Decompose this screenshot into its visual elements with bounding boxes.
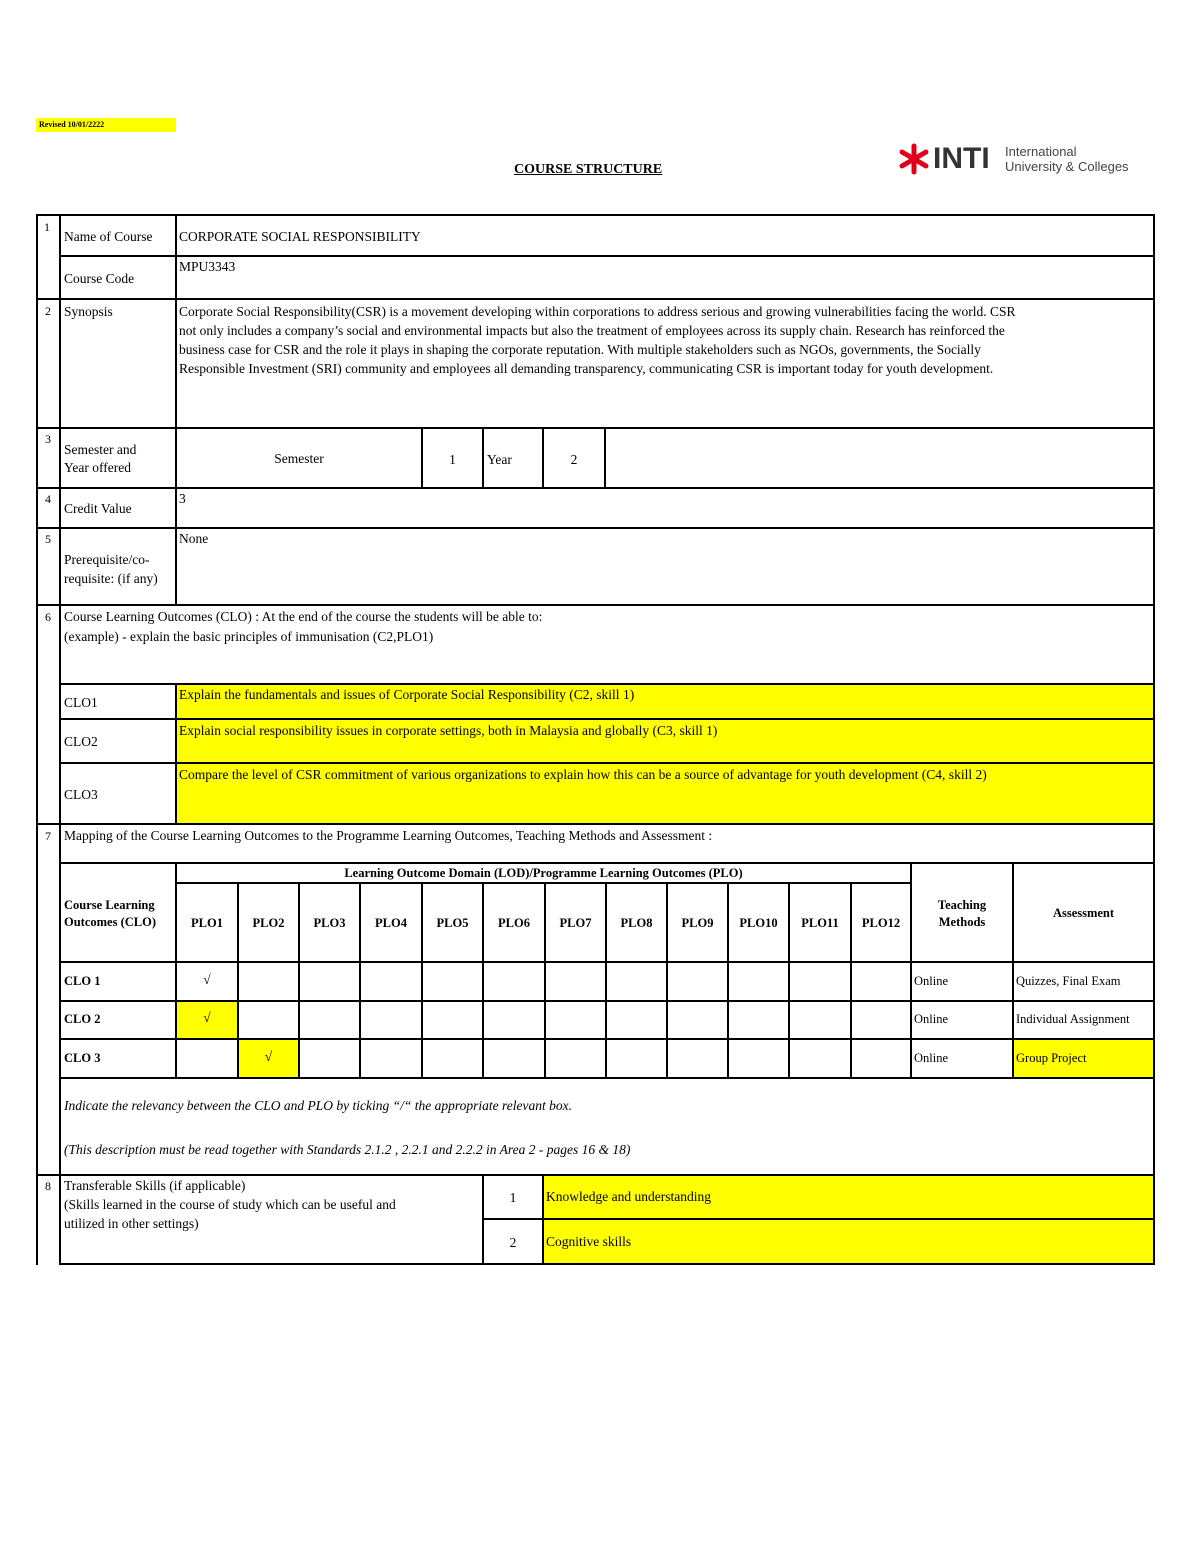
- plo-header: PLO9: [681, 916, 714, 930]
- clo-text: Compare the level of CSR commitment of various organizations to explain how this can be a source of advantage for youth development (C4, skill 2): [179, 767, 987, 782]
- plo-header: PLO4: [375, 916, 407, 930]
- mapping-intro: Mapping of the Course Learning Outcomes to the Programme Learning Outcomes, Teaching Methods and Assessment :: [64, 828, 713, 843]
- clo-column-header: Outcomes (CLO): [64, 915, 156, 929]
- skill-text: Knowledge and understanding: [546, 1189, 711, 1204]
- row-number: 3: [45, 432, 51, 446]
- teaching-method: Online: [914, 974, 949, 988]
- credit-value: 3: [179, 491, 186, 506]
- skill-text: Cognitive skills: [546, 1234, 632, 1249]
- clo-example: (example) - explain the basic principles of immunisation (C2,PLO1): [64, 629, 434, 644]
- plo-header: PLO8: [620, 916, 653, 930]
- course-name-label: Name of Course: [64, 229, 153, 244]
- plo-header: PLO1: [191, 916, 223, 930]
- skill-number: 1: [509, 1190, 517, 1205]
- semester-label: Semester and: [64, 442, 137, 457]
- clo-label: CLO3: [64, 787, 98, 802]
- row-number: 7: [45, 829, 51, 843]
- skill-number: 2: [509, 1235, 517, 1250]
- semester-label: Year offered: [64, 460, 131, 475]
- clo-text: Explain the fundamentals and issues of Corporate Social Responsibility (C2, skill 1): [179, 687, 635, 702]
- skills-label: (Skills learned in the course of study which can be useful and: [64, 1197, 396, 1212]
- lod-header: Learning Outcome Domain (LOD)/Programme Learning Outcomes (PLO): [344, 866, 743, 880]
- row-number: 4: [45, 492, 51, 506]
- logo-line1: International: [1005, 144, 1077, 159]
- year-value: 2: [570, 452, 578, 467]
- plo-header: PLO10: [739, 916, 778, 930]
- course-code: MPU3343: [179, 259, 236, 274]
- skills-label: Transferable Skills (if applicable): [64, 1178, 246, 1193]
- assessment-value: Group Project: [1016, 1051, 1087, 1065]
- skills-label: utilized in other settings): [64, 1216, 199, 1231]
- inti-logo: [897, 142, 1137, 178]
- plo-header: PLO7: [559, 916, 592, 930]
- row-number: 8: [45, 1179, 51, 1193]
- clo-label: CLO2: [64, 734, 98, 749]
- assessment-value: Individual Assignment: [1016, 1012, 1130, 1026]
- year-word: Year: [487, 452, 512, 467]
- prereq-label: requisite: (if any): [64, 571, 158, 586]
- prereq-value: None: [179, 531, 209, 546]
- plo-header: PLO12: [861, 916, 901, 930]
- row-number: 2: [45, 304, 51, 318]
- row-number: 5: [45, 532, 51, 546]
- semester-word: Semester: [274, 451, 324, 466]
- clo-row-label: CLO 1: [64, 974, 101, 988]
- clo-row-label: CLO 2: [64, 1012, 101, 1026]
- teaching-header: Methods: [938, 915, 986, 929]
- asterisk-logo-icon: [897, 142, 931, 176]
- page-title: COURSE STRUCTURE: [514, 162, 663, 177]
- clo-label: CLO1: [64, 695, 98, 710]
- plo-header: PLO6: [498, 916, 530, 930]
- clo-intro: Course Learning Outcomes (CLO) : At the end of the course the students will be able to:: [64, 609, 543, 624]
- clo-row-label: CLO 3: [64, 1051, 101, 1065]
- clo-text: Explain social responsibility issues in corporate settings, both in Malaysia and globally (C3, skill 1): [179, 723, 718, 738]
- tick-mark: √: [203, 1010, 211, 1025]
- course-code-label: Course Code: [64, 271, 135, 286]
- revised-date: Revised 10/01/2222: [36, 118, 176, 132]
- plo-header: PLO5: [436, 916, 469, 930]
- plo-header: PLO11: [801, 916, 839, 930]
- assessment-header: Assessment: [1052, 906, 1115, 920]
- clo-column-header: Course Learning: [64, 898, 155, 912]
- logo-brand: INTI: [933, 142, 990, 175]
- row-number: 1: [44, 220, 50, 234]
- assessment-value: Quizzes, Final Exam: [1016, 974, 1121, 988]
- mapping-note: Indicate the relevancy between the CLO and PLO by ticking “/“ the appropriate relevant box.: [64, 1098, 573, 1113]
- credit-label: Credit Value: [64, 501, 132, 516]
- plo-header: PLO2: [252, 916, 285, 930]
- logo-line2: University & Colleges: [1005, 159, 1129, 174]
- tick-mark: √: [203, 972, 211, 987]
- course-name: CORPORATE SOCIAL RESPONSIBILITY: [179, 229, 421, 244]
- semester-value: 1: [449, 452, 456, 467]
- teaching-header: Teaching: [937, 898, 987, 912]
- teaching-method: Online: [914, 1051, 949, 1065]
- tick-mark: √: [264, 1049, 273, 1064]
- plo-header: PLO3: [313, 916, 346, 930]
- teaching-method: Online: [914, 1012, 949, 1026]
- prereq-label: Prerequisite/co-: [64, 552, 150, 567]
- synopsis-label: Synopsis: [64, 304, 113, 319]
- row-number: 6: [45, 610, 51, 624]
- mapping-note: (This description must be read together with Standards 2.1.2 , 2.2.1 and 2.2.2 in Area 2 - pages 16 & 18): [64, 1142, 631, 1157]
